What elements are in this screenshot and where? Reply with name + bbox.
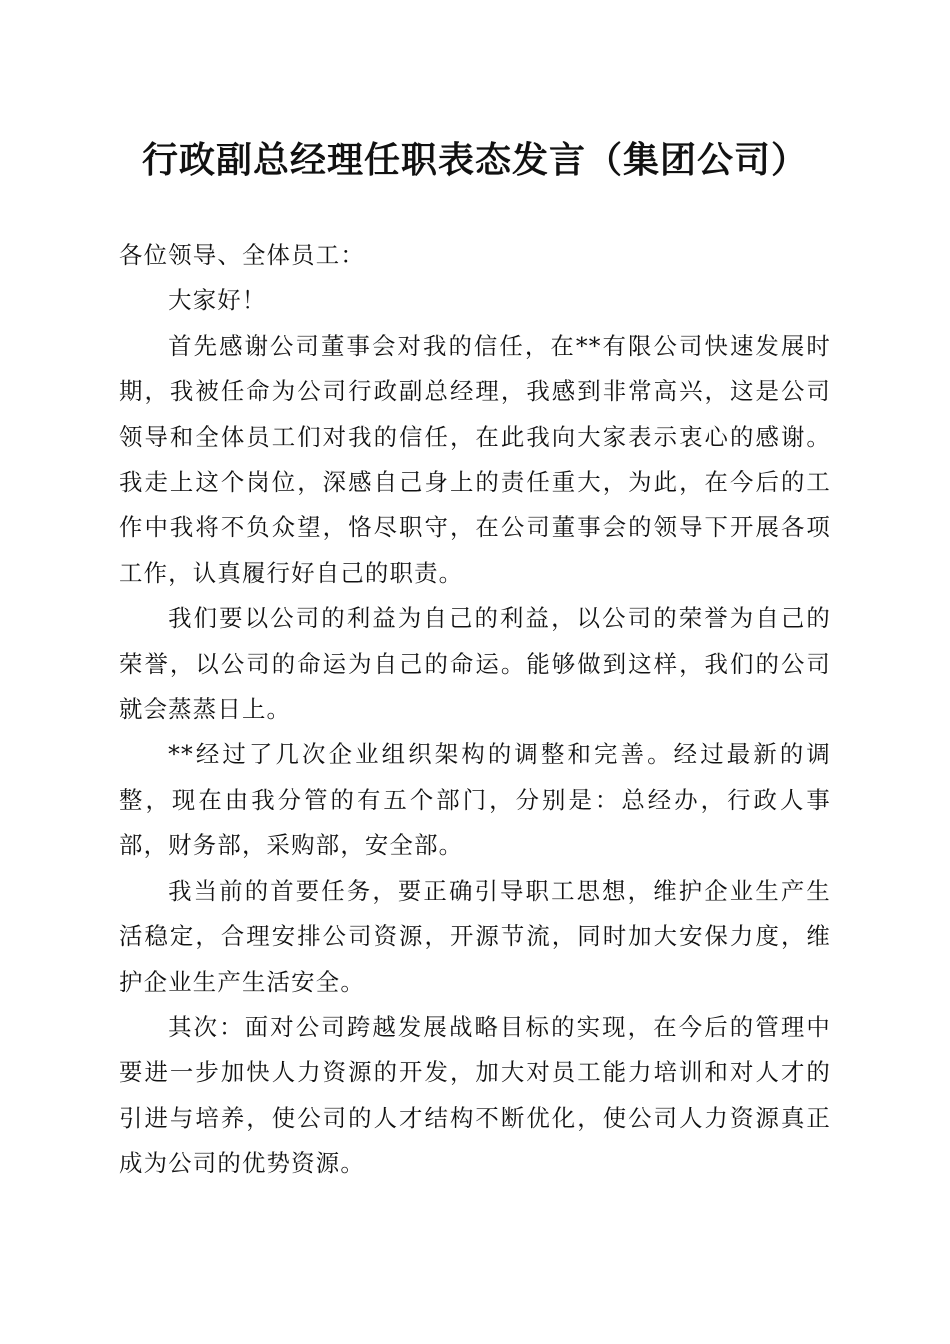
paragraph-greeting: 大家好！ xyxy=(168,286,267,315)
document-body xyxy=(119,233,831,1187)
paragraph-thanks: 首先感谢公司董事会对我的信任，在**有限公司快速发展时期，我被任命为公司行政副总经理，我感到非常高兴，这是公司领导和全体员工们对我的信任，在此我向大家表示衷心的感谢。我走上这个岗位，深感自己身上的责任重大，为此，在今后的工作中我将不负众望，恪尽职守，在公司董事会的领导下开展各项工作，认真履行好自己的职责。 xyxy=(119,331,831,587)
paragraph-interest: 我们要以公司的利益为自己的利益，以公司的荣誉为自己的荣誉，以公司的命运为自己的命运。能够做到这样，我们的公司就会蒸蒸日上。 xyxy=(119,604,831,724)
paragraph-departments: **经过了几次企业组织架构的调整和完善。经过最新的调整，现在由我分管的有五个部门，分别是：总经办，行政人事部，财务部，采购部，安全部。 xyxy=(119,740,831,860)
document-title: 行政副总经理任职表态发言（集团公司） xyxy=(141,139,808,181)
paragraph-second-task: 其次：面对公司跨越发展战略目标的实现，在今后的管理中要进一步加快人力资源的开发，加大对员工能力培训和对人才的引进与培养，使公司的人才结构不断优化，使公司人力资源真正成为公司的优势资源。 xyxy=(119,1012,831,1178)
paragraph-primary-task: 我当前的首要任务，要正确引导职工思想，维护企业生产生活稳定，合理安排公司资源，开源节流，同时加大安保力度，维护企业生产生活安全。 xyxy=(119,876,831,996)
salutation: 各位领导、全体员工： xyxy=(119,241,365,269)
